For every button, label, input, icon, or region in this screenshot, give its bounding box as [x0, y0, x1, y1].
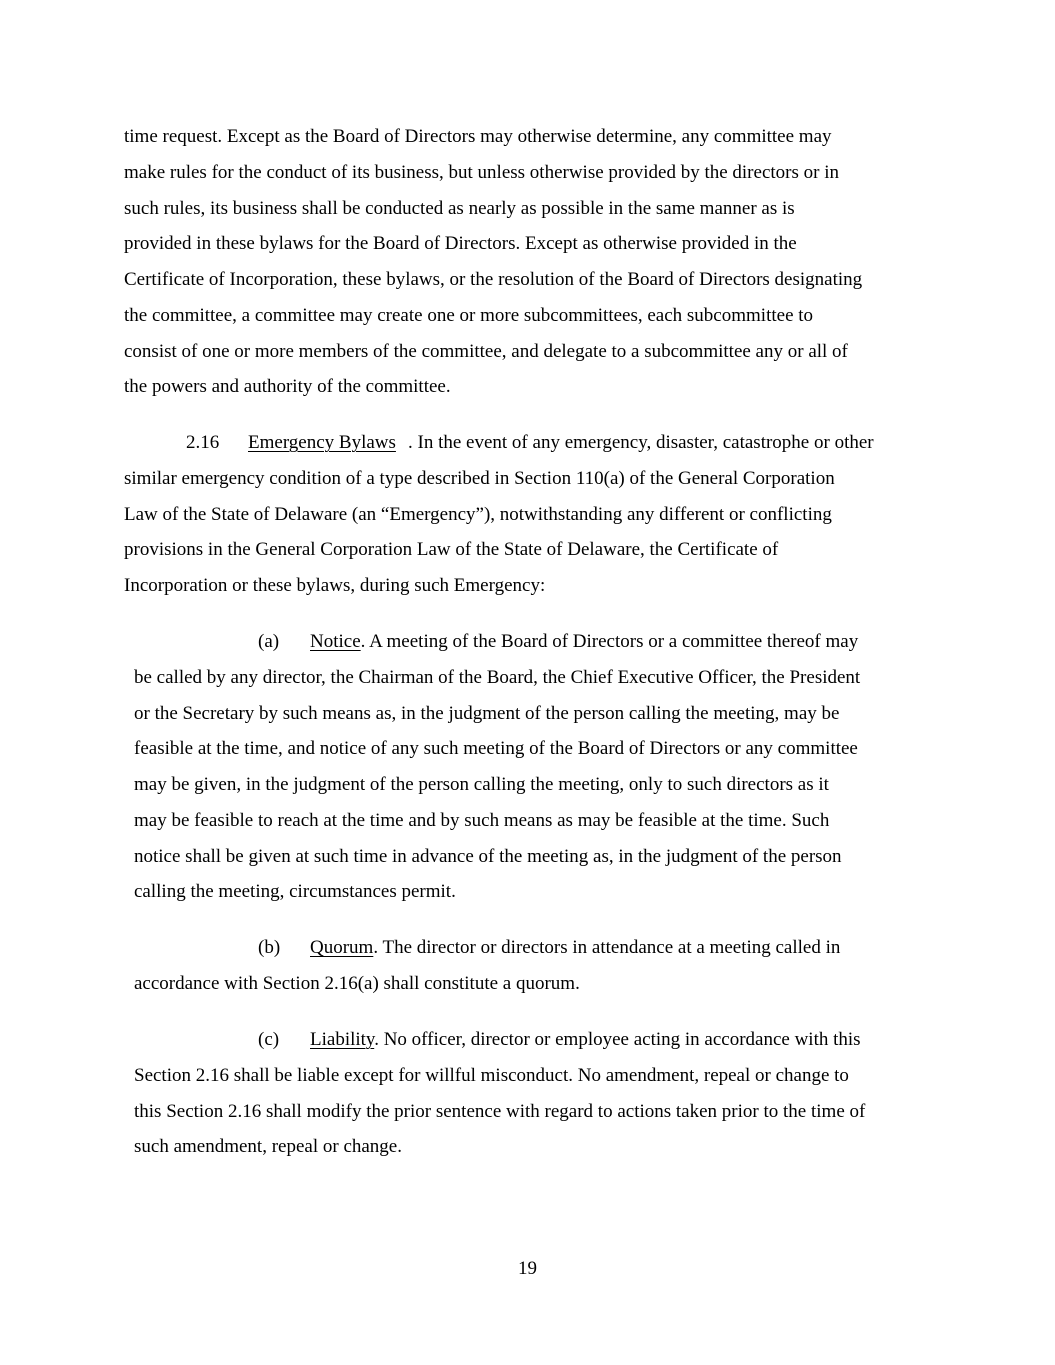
item-c-line-3: this Section 2.16 shall modify the prior sentence with regard to actions taken prior to the time of [134, 1101, 866, 1122]
item-a-heading: Notice [310, 631, 361, 652]
item-b-heading: Quorum [310, 937, 374, 958]
item-b-first-line-rest: . The director or directors in attendance at a meeting called in [373, 937, 841, 958]
item-c-label: (c) [258, 1029, 280, 1050]
intro-line-7: consist of one or more members of the committee, and delegate to a subcommittee any or all of [124, 341, 848, 362]
section-2-16-line-3: Law of the State of Delaware (an “Emergency”), notwithstanding any different or conflicting [124, 504, 832, 525]
section-2-16-first-line [186, 432, 396, 454]
item-a-first-line-rest: . A meeting of the Board of Directors or a committee thereof may [360, 631, 859, 652]
section-2-16-first-line-rest: . In the event of any emergency, disaster, catastrophe or other [408, 432, 874, 453]
item-a-line-3: or the Secretary by such means as, in the judgment of the person calling the meeting, may be [134, 703, 840, 724]
item-a-line-8: calling the meeting, circumstances permit. [134, 881, 456, 902]
item-a-line-7: notice shall be given at such time in advance of the meeting as, in the judgment of the person [134, 846, 842, 867]
intro-line-6: the committee, a committee may create one or more subcommittees, each subcommittee to [124, 305, 814, 326]
page-number: 19 [518, 1258, 537, 1279]
section-heading: Emergency Bylaws [248, 432, 396, 453]
item-a-first-line [310, 631, 858, 653]
item-c-line-2: Section 2.16 shall be liable except for willful misconduct. No amendment, repeal or change to [134, 1065, 849, 1086]
intro-line-5: Certificate of Incorporation, these bylaws, or the resolution of the Board of Directors designating [124, 269, 863, 290]
item-a-label: (a) [258, 631, 280, 652]
item-a-line-4: feasible at the time, and notice of any such meeting of the Board of Directors or any committee [134, 738, 858, 759]
item-c-first-line-rest: . No officer, director or employee acting in accordance with this [374, 1029, 861, 1050]
item-b-first-line [310, 937, 840, 959]
section-2-16-line-5: Incorporation or these bylaws, during such Emergency: [124, 575, 546, 596]
intro-line-4: provided in these bylaws for the Board of Directors. Except as otherwise provided in the [124, 233, 797, 254]
section-2-16-line-2: similar emergency condition of a type described in Section 110(a) of the General Corporation [124, 468, 835, 489]
intro-line-3: such rules, its business shall be conducted as nearly as possible in the same manner as is [124, 198, 795, 219]
item-a-line-2: be called by any director, the Chairman of the Board, the Chief Executive Officer, the President [134, 667, 861, 688]
intro-line-8: the powers and authority of the committee. [124, 376, 451, 397]
item-b-line-2: accordance with Section 2.16(a) shall constitute a quorum. [134, 973, 580, 994]
intro-line-1: time request. Except as the Board of Directors may otherwise determine, any committee may [124, 126, 832, 147]
item-a-line-6: may be feasible to reach at the time and by such means as may be feasible at the time. Such [134, 810, 830, 831]
intro-line-2: make rules for the conduct of its business, but unless otherwise provided by the directors or in [124, 162, 839, 183]
section-2-16-line-4: provisions in the General Corporation Law of the State of Delaware, the Certificate of [124, 539, 779, 560]
item-c-heading: Liability [310, 1029, 375, 1050]
section-number: 2.16 [186, 432, 220, 453]
item-c-line-4: such amendment, repeal or change. [134, 1136, 402, 1157]
item-c-first-line [310, 1029, 861, 1051]
item-b-label: (b) [258, 937, 281, 958]
item-a-line-5: may be given, in the judgment of the person calling the meeting, only to such directors as it [134, 774, 829, 795]
